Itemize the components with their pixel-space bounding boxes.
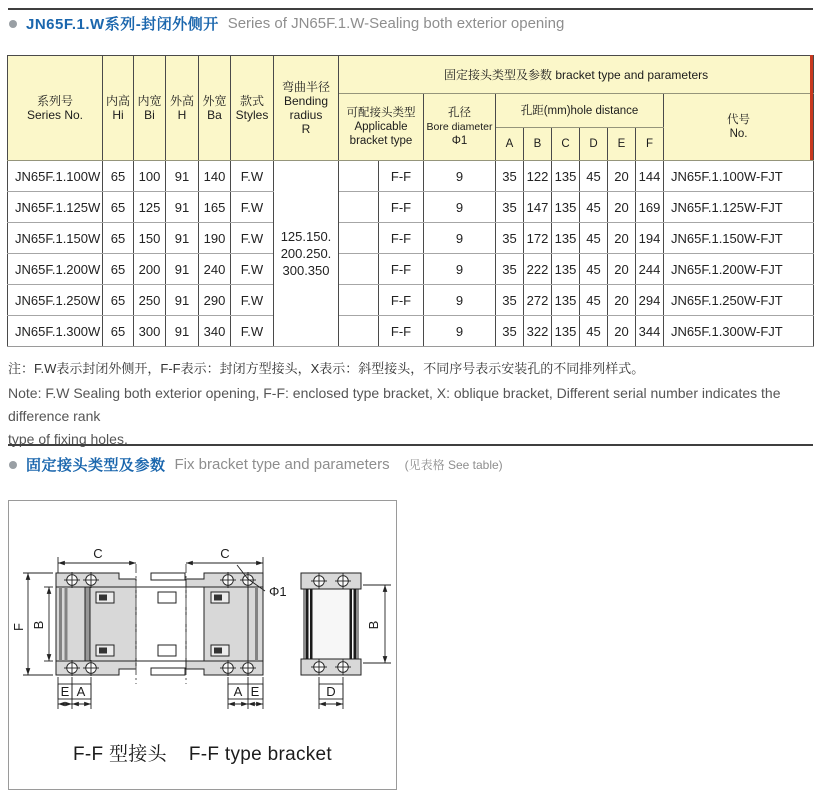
cell-ba: 340 [199, 316, 231, 347]
cell-bore: 9 [424, 192, 496, 223]
cell-code: JN65F.1.300W-FJT [664, 316, 814, 347]
cell-style: F.W [231, 161, 274, 192]
drawing-caption [9, 739, 396, 766]
dim-label-b-left: B [31, 620, 46, 630]
col-header-d: D [580, 128, 608, 161]
col-header-h: 外高 H [166, 56, 199, 161]
col-header-series-en: Series No. [26, 108, 84, 122]
header-row-1 [8, 56, 814, 94]
cell-bracket-blank [339, 223, 379, 254]
cell-bi: 100 [134, 161, 166, 192]
cell-h: 91 [166, 316, 199, 347]
table-row [8, 285, 814, 316]
cell-code: JN65F.1.200W-FJT [664, 254, 814, 285]
cell-bore: 9 [424, 285, 496, 316]
bracket-drawing-box [8, 500, 397, 790]
section2-title [9, 454, 503, 475]
cell-a: 35 [496, 285, 524, 316]
cell-code: JN65F.1.150W-FJT [664, 223, 814, 254]
note-en-line1: Note: F.W Sealing both exterior opening, F-F: enclosed type bracket, X: oblique bracket, Different serial number indicates the difference rank [8, 385, 781, 424]
dim-label-e-left: E [60, 684, 70, 699]
col-header-hole-distance: 孔距(mm)hole distance [496, 94, 664, 128]
cell-d: 45 [580, 161, 608, 192]
cell-a: 35 [496, 161, 524, 192]
dim-label-e-right: E [250, 684, 260, 699]
cell-bi: 300 [134, 316, 166, 347]
dim-label-f: F [11, 623, 26, 631]
cell-bracket: F-F [379, 285, 424, 316]
table-row [8, 192, 814, 223]
cell-a: 35 [496, 223, 524, 254]
notes [8, 358, 814, 451]
cell-f: 144 [636, 161, 664, 192]
top-rule [8, 8, 813, 10]
cell-bore: 9 [424, 161, 496, 192]
dim-label-b-right: B [366, 620, 381, 630]
cell-e: 20 [608, 285, 636, 316]
cell-f: 194 [636, 223, 664, 254]
col-header-series-cn: 系列号 [36, 94, 73, 108]
cell-style: F.W [231, 254, 274, 285]
bullet-icon [9, 20, 17, 28]
section-divider [8, 444, 813, 446]
cell-b: 147 [524, 192, 552, 223]
col-header-c: C [552, 128, 580, 161]
end-view-drawing [301, 573, 361, 675]
col-header-e: E [608, 128, 636, 161]
cell-b: 222 [524, 254, 552, 285]
cell-e: 20 [608, 223, 636, 254]
group-header-bracket: 固定接头类型及参数 bracket type and parameters [339, 56, 814, 94]
cell-e: 20 [608, 161, 636, 192]
table-row [8, 223, 814, 254]
cell-a: 35 [496, 254, 524, 285]
section2-title-cn: 固定接头类型及参数 [26, 457, 166, 474]
cell-hi: 65 [103, 192, 134, 223]
section1-title-cn: JN65F.1.W系列-封闭外侧开 [26, 16, 219, 33]
cell-c: 135 [552, 254, 580, 285]
cell-style: F.W [231, 285, 274, 316]
dim-label-a-right: A [233, 684, 243, 699]
cell-hi: 65 [103, 285, 134, 316]
section1-title-en: Series of JN65F.1.W-Sealing both exterior opening [227, 15, 565, 32]
cell-series: JN65F.1.250W [8, 285, 103, 316]
left-link-drawing [56, 573, 136, 675]
cell-e: 20 [608, 254, 636, 285]
col-header-code: 代号 No. [664, 94, 814, 161]
dim-label-d: D [326, 684, 336, 699]
cell-h: 91 [166, 161, 199, 192]
cell-c: 135 [552, 161, 580, 192]
cell-f: 294 [636, 285, 664, 316]
cell-hi: 65 [103, 254, 134, 285]
cell-h: 91 [166, 223, 199, 254]
cell-bi: 200 [134, 254, 166, 285]
section2-title-en: Fix bracket type and parameters [174, 456, 390, 473]
cell-hi: 65 [103, 161, 134, 192]
cell-bore: 9 [424, 223, 496, 254]
cell-code: JN65F.1.100W-FJT [664, 161, 814, 192]
right-link-drawing [186, 573, 263, 675]
cell-ba: 240 [199, 254, 231, 285]
cell-a: 35 [496, 192, 524, 223]
cell-d: 45 [580, 223, 608, 254]
col-header-hi: 内高 Hi [103, 56, 134, 161]
cell-bracket: F-F [379, 192, 424, 223]
cell-b: 172 [524, 223, 552, 254]
cell-h: 91 [166, 285, 199, 316]
cell-d: 45 [580, 254, 608, 285]
cell-f: 244 [636, 254, 664, 285]
drawing-caption-en: F-F type bracket [188, 744, 333, 765]
cell-b: 122 [524, 161, 552, 192]
cell-bi: 125 [134, 192, 166, 223]
section1-title [9, 13, 564, 34]
cell-code: JN65F.1.250W-FJT [664, 285, 814, 316]
cell-c: 135 [552, 192, 580, 223]
dim-label-phi1: Φ1 [269, 584, 287, 599]
cell-d: 45 [580, 316, 608, 347]
cell-bracket-blank [339, 285, 379, 316]
cell-style: F.W [231, 192, 274, 223]
cell-hi: 65 [103, 316, 134, 347]
note-en-line2: type of fixing holes. [8, 431, 128, 447]
cell-series: JN65F.1.125W [8, 192, 103, 223]
see-table-note: (见表格 See table) [404, 458, 503, 472]
cell-bracket-blank [339, 192, 379, 223]
cell-ba: 140 [199, 161, 231, 192]
table-edge-accent [810, 55, 813, 160]
cell-e: 20 [608, 192, 636, 223]
middle-link-drawing [136, 573, 186, 675]
dim-label-a-left: A [76, 684, 86, 699]
spec-table [7, 55, 814, 347]
bullet-icon [9, 461, 17, 469]
cell-series: JN65F.1.150W [8, 223, 103, 254]
cell-f: 169 [636, 192, 664, 223]
cell-b: 322 [524, 316, 552, 347]
col-header-a: A [496, 128, 524, 161]
cell-bi: 150 [134, 223, 166, 254]
cell-a: 35 [496, 316, 524, 347]
cell-bi: 250 [134, 285, 166, 316]
col-header-bi: 内宽 Bi [134, 56, 166, 161]
cell-series: JN65F.1.100W [8, 161, 103, 192]
dim-label-c-right: C [220, 546, 230, 561]
cell-d: 45 [580, 285, 608, 316]
cell-bracket: F-F [379, 254, 424, 285]
dim-label-c-left: C [93, 546, 103, 561]
drawing-caption-cn: F-F 型接头 [72, 744, 167, 765]
cell-bracket-blank [339, 254, 379, 285]
cell-bore: 9 [424, 316, 496, 347]
cell-hi: 65 [103, 223, 134, 254]
cell-f: 344 [636, 316, 664, 347]
cell-c: 135 [552, 316, 580, 347]
note-cn: 注：F.W表示封闭外侧开，F-F表示：封闭方型接头，X表示：斜型接头，不同序号表示安装孔的不同排列样式。 [8, 361, 645, 376]
cell-style: F.W [231, 223, 274, 254]
col-header-ba: 外宽 Ba [199, 56, 231, 161]
cell-bore: 9 [424, 254, 496, 285]
cell-bracket: F-F [379, 316, 424, 347]
cell-h: 91 [166, 254, 199, 285]
cell-ba: 190 [199, 223, 231, 254]
table-row [8, 254, 814, 285]
col-header-bore: 孔径 Bore diameter Φ1 [424, 94, 496, 161]
cell-bracket-blank [339, 316, 379, 347]
col-header-f: F [636, 128, 664, 161]
cell-d: 45 [580, 192, 608, 223]
col-header-radius: 弯曲半径 Bending radius R [274, 56, 339, 161]
cell-bracket: F-F [379, 161, 424, 192]
cell-series: JN65F.1.300W [8, 316, 103, 347]
col-header-styles: 款式 Styles [231, 56, 274, 161]
cell-bending-radius: 125.150. 200.250. 300.350 [274, 161, 339, 347]
col-header-bracket-type: 可配接头类型 Applicable bracket type [339, 94, 424, 161]
cell-ba: 165 [199, 192, 231, 223]
cell-c: 135 [552, 223, 580, 254]
cell-style: F.W [231, 316, 274, 347]
col-header-series [8, 56, 103, 161]
cell-ba: 290 [199, 285, 231, 316]
cell-series: JN65F.1.200W [8, 254, 103, 285]
cell-b: 272 [524, 285, 552, 316]
table-row [8, 161, 814, 192]
cell-h: 91 [166, 192, 199, 223]
cell-bracket: F-F [379, 223, 424, 254]
table-row [8, 316, 814, 347]
cell-c: 135 [552, 285, 580, 316]
cell-e: 20 [608, 316, 636, 347]
cell-bracket-blank [339, 161, 379, 192]
cell-code: JN65F.1.125W-FJT [664, 192, 814, 223]
col-header-b: B [524, 128, 552, 161]
